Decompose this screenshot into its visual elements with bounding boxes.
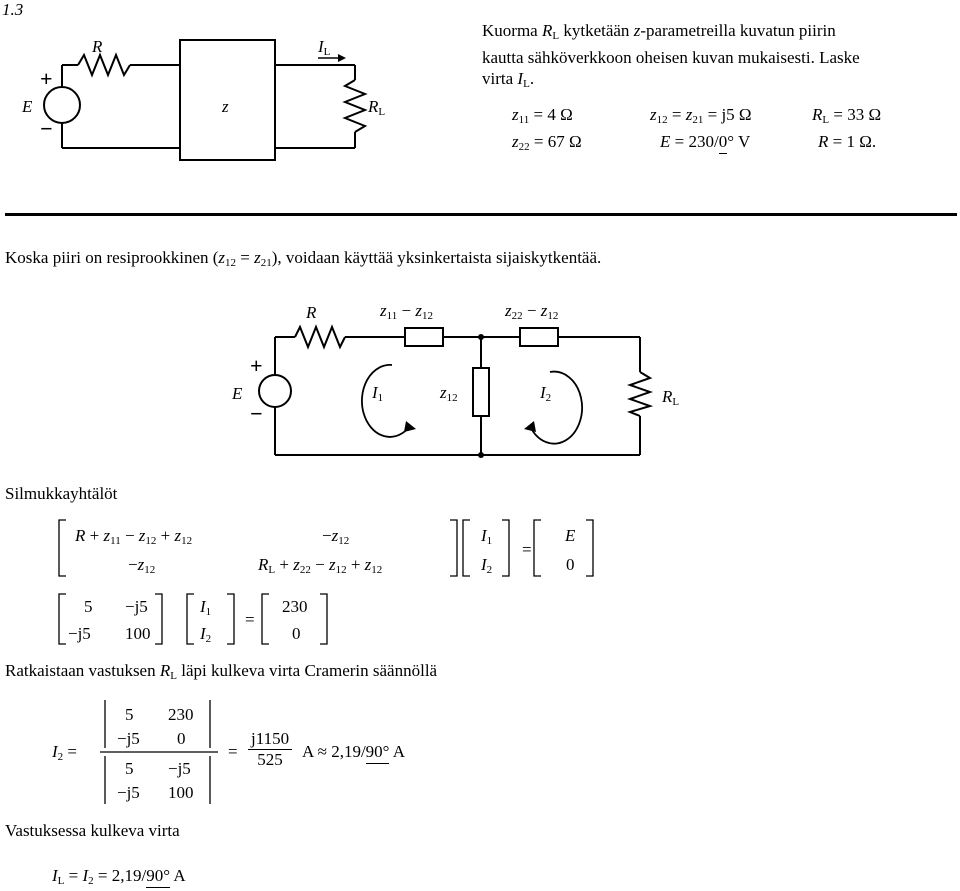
c1-il-label: IL (318, 37, 331, 58)
nm-b2: 0 (292, 624, 301, 643)
cd-num-a12: 230 (168, 705, 194, 724)
nm-x1: $I_1$ (200, 597, 212, 618)
cd-den-a21: −j5 (117, 783, 140, 802)
nm-a11: 5 (84, 597, 93, 616)
cramer-equals: = (228, 742, 238, 761)
cd-num-a21: −j5 (117, 729, 140, 748)
c2-z22-z12-label: z22 − z12 (505, 301, 559, 322)
nm-b1: 230 (282, 597, 308, 616)
gm-a21: $-z_{12}$ (128, 555, 156, 576)
c2-z11-z12-label: z11 − z12 (380, 301, 433, 322)
c2-rl-label: RL (662, 387, 680, 408)
circuit-2-diagram (200, 290, 720, 470)
loop-equations-title: Silmukkayhtälöt (5, 484, 118, 503)
given-z11: $z_{11} = 4$ Ω (512, 105, 573, 126)
c1-plus-sign: + (40, 66, 53, 91)
cd-den-a12: −j5 (168, 759, 191, 778)
given-z22: $z_{22} = 67$ Ω (512, 132, 582, 153)
current-title: Vastuksessa kulkeva virta (5, 821, 180, 840)
nm-a21: −j5 (68, 624, 91, 643)
cramer-result: A ≈ 2,19/90° A (302, 742, 406, 761)
c1-rl-label: RL (368, 97, 386, 118)
nm-a22: 100 (125, 624, 151, 643)
cd-den-a22: 100 (168, 783, 194, 802)
reciprocal-text: Koska piiri on resiprookkinen $(z_{12} = z_{21})$, voidaan käyttää yksinkertaista sijaiskytkentää. (5, 248, 602, 269)
c1-z-label: z (222, 97, 229, 116)
gm-equals: = (522, 540, 532, 559)
nm-equals: = (245, 610, 255, 629)
c2-z12-label: z12 (440, 383, 458, 404)
final-result: $I_L = I_2 = 2,19/90^\circ$ A (52, 866, 186, 887)
cd-den-a11: 5 (125, 759, 134, 778)
gm-b2: 0 (566, 555, 575, 574)
cramer-title: Ratkaistaan vastuksen $R_L$ läpi kulkeva virta Cramerin säännöllä (5, 661, 438, 682)
cd-num-a11: 5 (125, 705, 134, 724)
c2-plus-sign: + (250, 353, 263, 378)
circuit-1-diagram (0, 0, 470, 170)
cramer-lhs: $I_2$ = (52, 742, 78, 763)
gm-b1: E (565, 526, 576, 545)
c2-e-label: E (232, 384, 243, 403)
c2-i2-label: I2 (540, 383, 552, 404)
nm-x2: $I_2$ (200, 624, 212, 645)
given-z12: $z_{12} = z_{21} = j5$ Ω (650, 105, 752, 126)
c1-r-label: R (92, 37, 103, 56)
c2-i1-label: I1 (372, 383, 384, 404)
given-rl: $R_L = 33$ Ω (812, 105, 882, 126)
cramer-fraction: $\frac{j1150}{525}$ (248, 729, 292, 770)
gm-x2: $I_2$ (481, 555, 493, 576)
cramer-determinant-lines (95, 698, 225, 808)
gm-x1: $I_1$ (481, 526, 493, 547)
gm-a22: $R_L + z_{22} - z_{12} + z_{12}$ (258, 555, 383, 576)
c1-minus-sign: − (40, 116, 53, 141)
c2-r-label: R (306, 303, 317, 322)
intro-text: Kuorma $R_L$ kytketään z-parametreilla kuvatun piirin kautta sähköverkkoon oheisen kuvan mukaisesti. Laske virta $I_L$. (482, 21, 860, 90)
cd-num-a22: 0 (177, 729, 186, 748)
gm-a11: $R + z_{11} - z_{12} + z_{12}$ (75, 526, 193, 547)
section-divider (5, 213, 957, 216)
c2-minus-sign: − (250, 401, 263, 426)
problem-number: 1.3 (2, 0, 24, 19)
nm-a12: −j5 (125, 597, 148, 616)
given-e: E = 230/0° V (660, 132, 751, 151)
c1-e-label: E (22, 97, 33, 116)
gm-a12: $-z_{12}$ (322, 526, 350, 547)
given-r: R = 1 Ω. (818, 132, 877, 151)
